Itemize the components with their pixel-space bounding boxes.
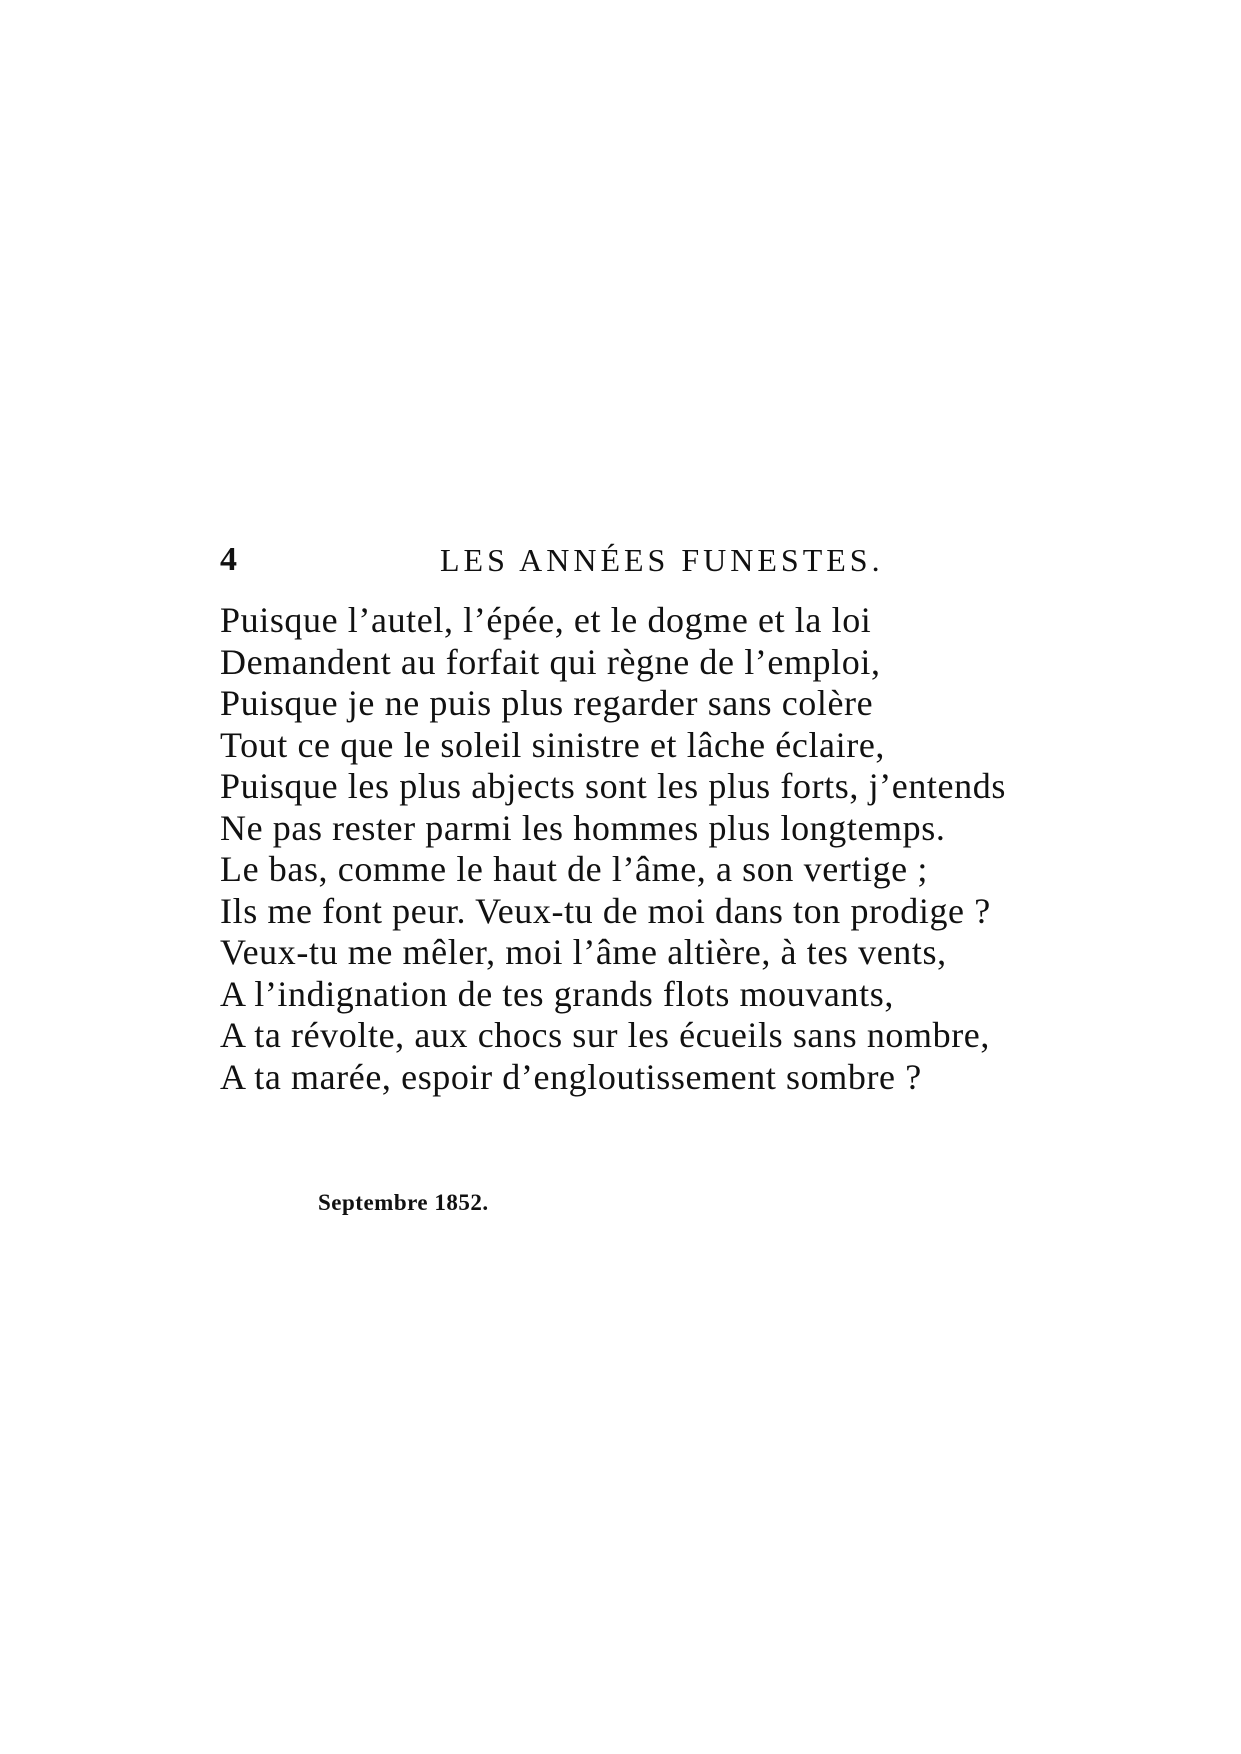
poem-line: A l’indignation de tes grands flots mouvants,: [220, 973, 894, 1014]
poem-line: Puisque je ne puis plus regarder sans colère: [220, 683, 874, 723]
poem-line: Le bas, comme le haut de l’âme, a son vertige ;: [220, 849, 928, 889]
poem-line: A ta révolte, aux chocs sur les écueils sans nombre,: [220, 1015, 990, 1055]
poem-line: Demandent au forfait qui règne de l’emploi,: [220, 641, 881, 682]
poem-line: Veux-tu me mêler, moi l’âme altière, à tes vents,: [220, 932, 947, 972]
poem-line: Ils me font peur. Veux-tu de moi dans ton prodige ?: [220, 890, 991, 931]
poem-line: Ne pas rester parmi les hommes plus longtemps.: [220, 807, 946, 848]
page-number: 4: [220, 541, 237, 578]
poem-line: Puisque les plus abjects sont les plus forts, j’entends: [220, 766, 1006, 806]
poem-line: A ta marée, espoir d’engloutissement sombre ?: [220, 1056, 922, 1097]
running-title: LES ANNÉES FUNESTES.: [440, 542, 884, 578]
poem-stanza: [220, 600, 1080, 1098]
poem-line: Puisque l’autel, l’épée, et le dogme et la loi: [220, 600, 872, 640]
poem-date: Septembre 1852.: [318, 1190, 489, 1215]
poem-line: Tout ce que le soleil sinistre et lâche éclaire,: [220, 724, 886, 765]
